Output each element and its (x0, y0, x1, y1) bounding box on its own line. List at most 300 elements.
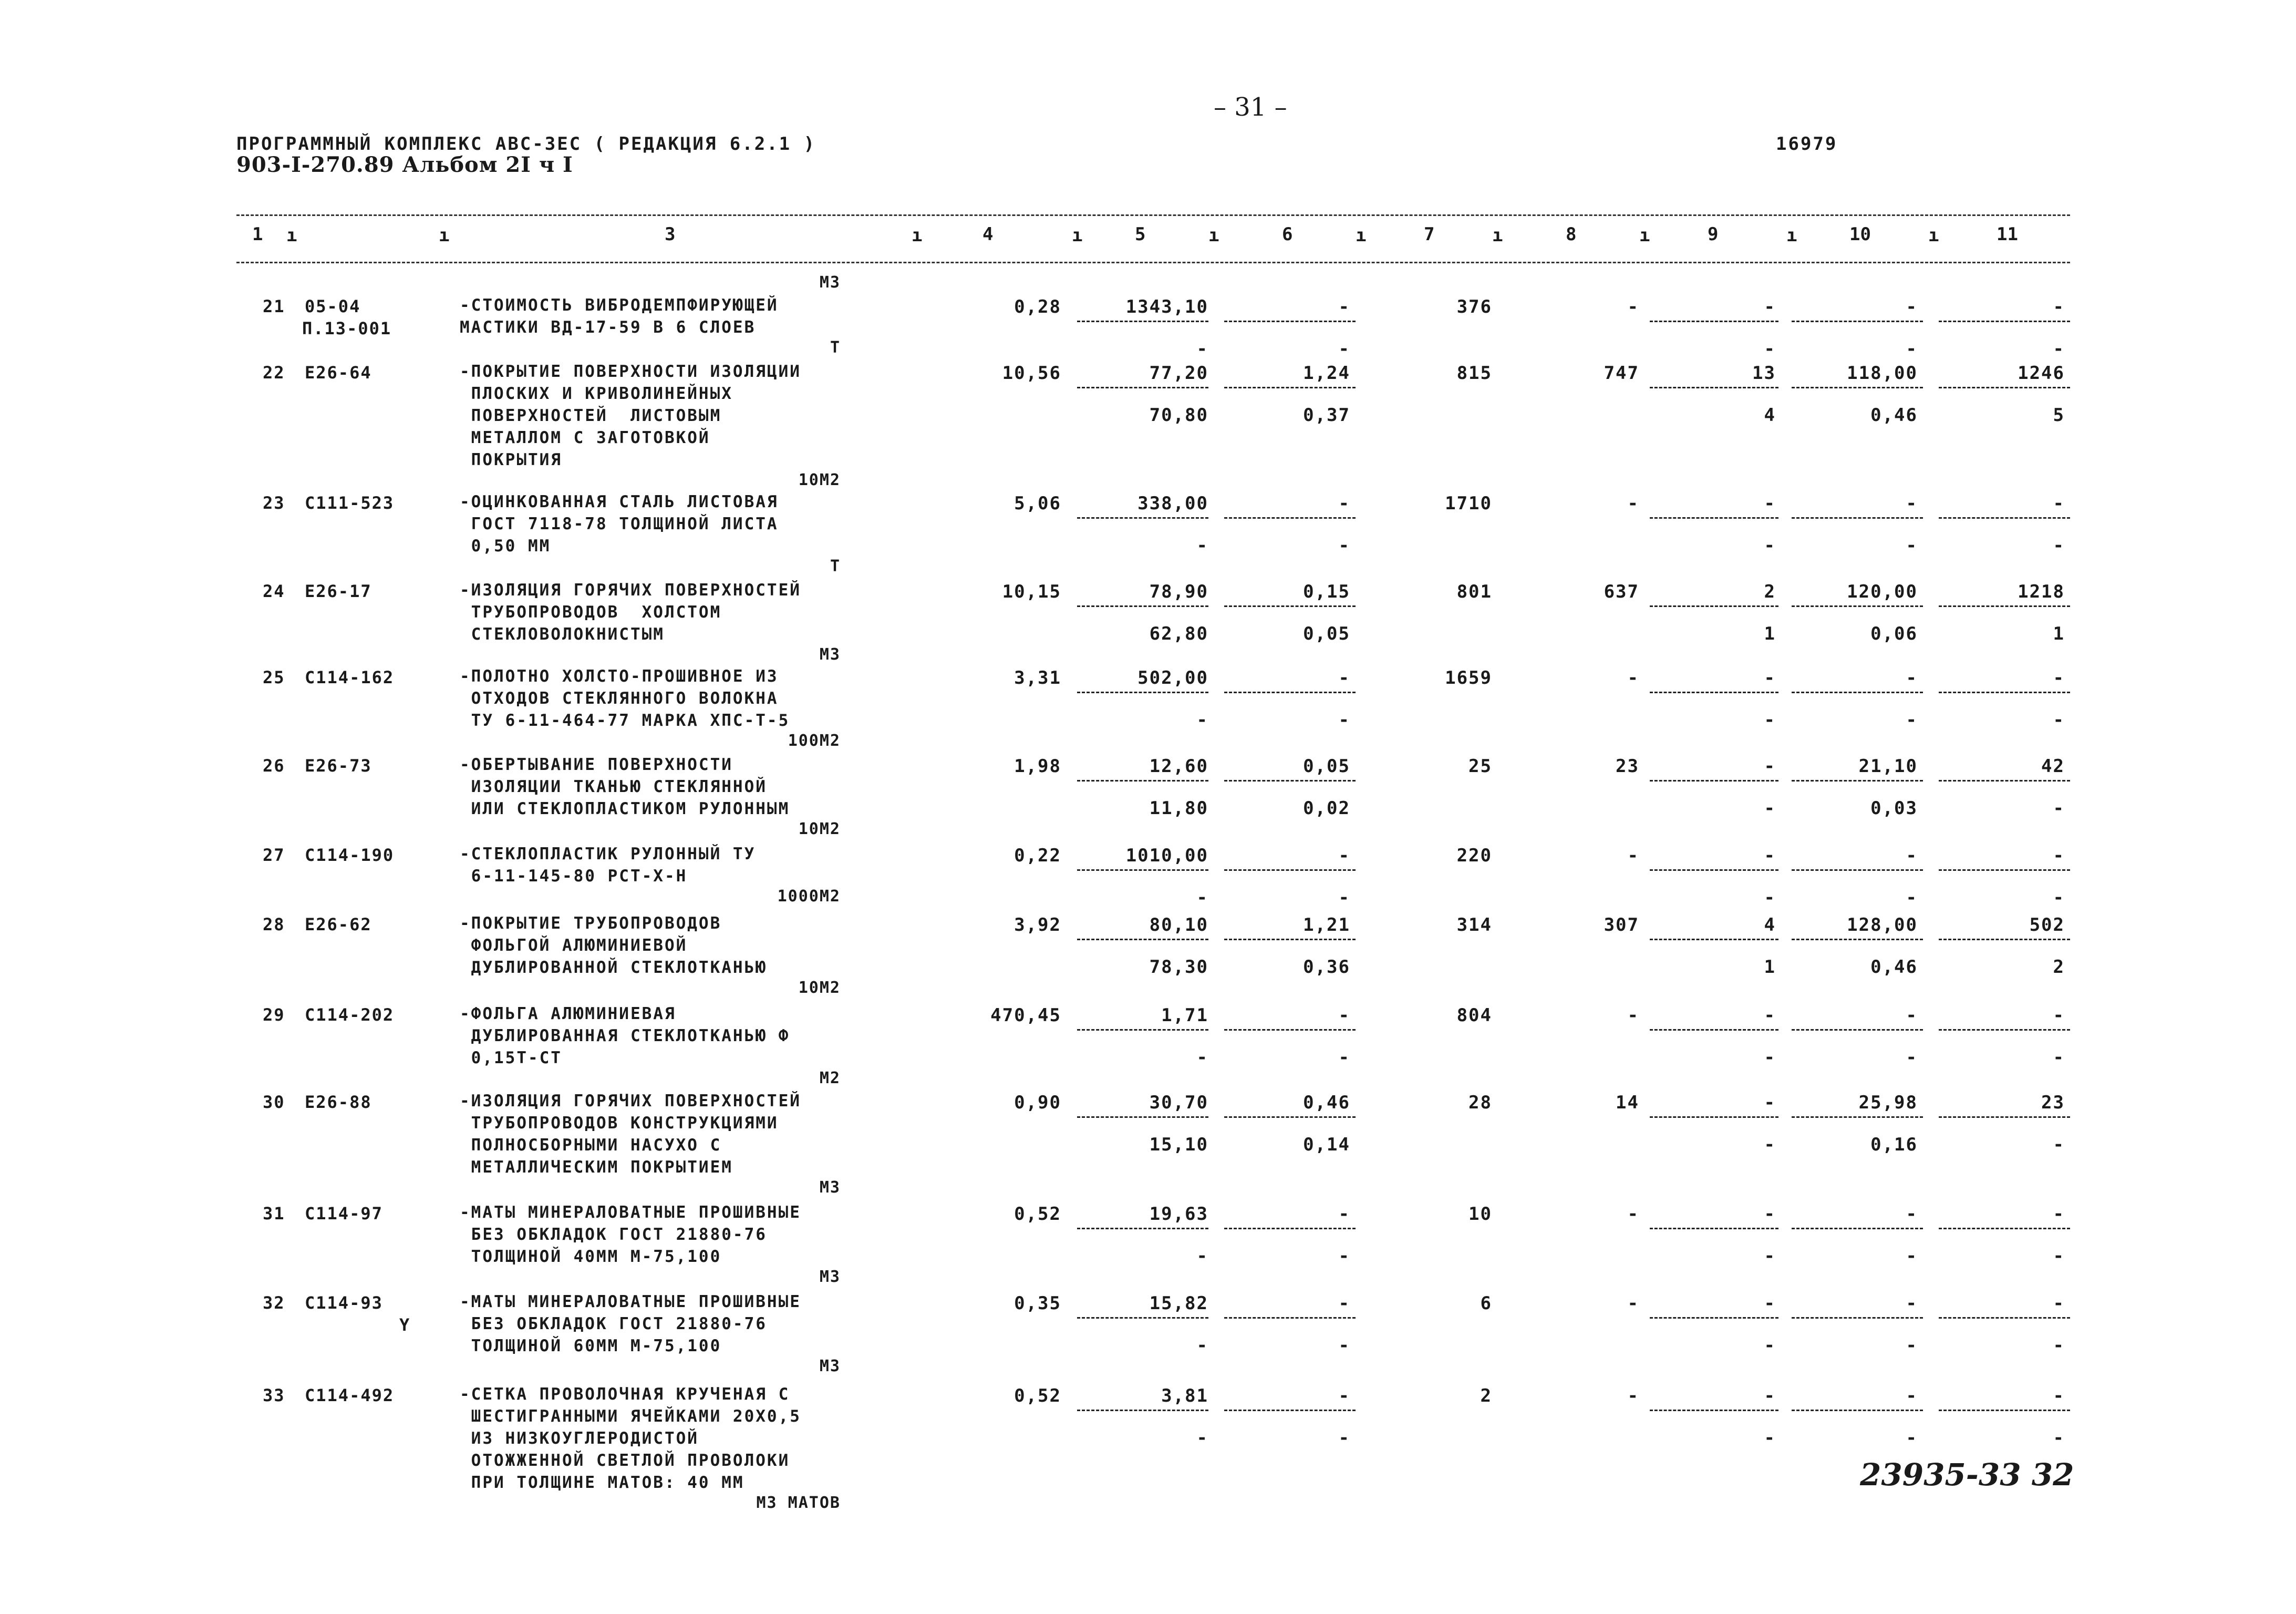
cell-underline (1939, 321, 2070, 322)
cell-c10: - (1906, 845, 1918, 866)
cell-c8: 747 (1604, 363, 1639, 384)
cell-underline (1224, 1410, 1356, 1411)
description-line: ПЛОСКИХ И КРИВОЛИНЕЙНЫХ (460, 384, 733, 403)
cell-c10b: - (1906, 887, 1918, 908)
cell-c6: 0,15 (1303, 581, 1350, 602)
cell-c7: 815 (1456, 363, 1492, 384)
cell-c6: - (1338, 1385, 1350, 1406)
cell-c9: - (1764, 1204, 1776, 1225)
cell-c8: - (1627, 493, 1639, 514)
cell-c10: - (1906, 1293, 1918, 1314)
row-number: 33 (263, 1385, 285, 1405)
cell-underline (1650, 780, 1778, 782)
cell-underline (1224, 692, 1356, 693)
description-line: ОТОЖЖЕННОЙ СВЕТЛОЙ ПРОВОЛОКИ (460, 1451, 790, 1470)
cell-underline (1939, 869, 2070, 871)
cell-c4: 3,92 (1014, 914, 1061, 935)
cell-underline (1650, 1410, 1778, 1411)
cell-underline (1939, 1228, 2070, 1229)
norm-code: С114-190 (305, 845, 395, 865)
row-number: 22 (263, 363, 285, 383)
cell-c9b: - (1764, 338, 1776, 359)
description-line: ПОКРЫТИЯ (460, 450, 562, 469)
column-header-10: 10 (1849, 224, 1871, 245)
cell-underline (1077, 869, 1208, 871)
cell-underline (1650, 939, 1778, 940)
description-line: -ПОКРЫТИЕ ПОВЕРХНОСТИ ИЗОЛЯЦИИ (460, 362, 801, 381)
cell-underline (1650, 692, 1778, 693)
cell-c5: 338,00 (1137, 493, 1208, 514)
description-line: ДУБЛИРОВАННОЙ СТЕКЛОТКАНЬЮ (460, 958, 767, 977)
cell-underline (1077, 939, 1208, 940)
description-line: МЕТАЛЛИЧЕСКИМ ПОКРЫТИЕМ (460, 1158, 733, 1177)
cell-underline (1077, 387, 1208, 388)
norm-code: 05-04 (305, 296, 361, 316)
cell-c9b: - (1764, 1427, 1776, 1448)
cell-underline (1650, 1228, 1778, 1229)
cell-c10: - (1906, 1385, 1918, 1406)
cell-c7: 220 (1456, 845, 1492, 866)
cell-c6b: - (1338, 1246, 1350, 1267)
document-code: 16979 (1776, 133, 1838, 155)
cell-underline (1939, 692, 2070, 693)
cell-c11: - (2053, 1385, 2065, 1406)
cell-c10b: 0,46 (1870, 405, 1918, 426)
cell-c8: - (1627, 845, 1639, 866)
description-line: ТРУБОПРОВОДОВ КОНСТРУКЦИЯМИ (460, 1114, 779, 1133)
cell-c11: - (2053, 1005, 2065, 1026)
cell-c7: 1659 (1445, 667, 1492, 688)
cell-c8: - (1627, 1293, 1639, 1314)
cell-c9b: - (1764, 887, 1776, 908)
cell-c5: 502,00 (1137, 667, 1208, 688)
cell-c6: 0,46 (1303, 1092, 1350, 1113)
cell-c11b: - (2053, 887, 2065, 908)
norm-code: Е26-73 (305, 756, 372, 776)
cell-c9: - (1764, 493, 1776, 514)
cell-c8: 23 (1616, 756, 1639, 777)
cell-c5: 19,63 (1149, 1204, 1208, 1225)
cell-underline (1077, 321, 1208, 322)
cell-underline (1224, 1116, 1356, 1118)
cell-c11b: - (2053, 1047, 2065, 1068)
norm-code: С114-97 (305, 1204, 383, 1224)
cell-c6b: - (1338, 1335, 1350, 1356)
cell-underline (1650, 1029, 1778, 1031)
row-number: 29 (263, 1005, 285, 1025)
cell-c11b: 1 (2053, 623, 2065, 644)
cell-c11b: - (2053, 1134, 2065, 1155)
cell-c5: 3,81 (1161, 1385, 1208, 1406)
cell-c10b: 0,16 (1870, 1134, 1918, 1155)
cell-c8: - (1627, 1385, 1639, 1406)
cell-c9b: - (1764, 798, 1776, 819)
cell-c7: 801 (1456, 581, 1492, 602)
cell-c11: 42 (2041, 756, 2065, 777)
description-line: ШЕСТИГРАННЫМИ ЯЧЕЙКАМИ 20Х0,5 (460, 1407, 801, 1426)
cell-c10b: 0,06 (1870, 623, 1918, 644)
cell-c10: 128,00 (1847, 914, 1918, 935)
column-header-6: 6 (1282, 224, 1293, 245)
cell-c7: 804 (1456, 1005, 1492, 1026)
column-separator: ı (1208, 225, 1219, 246)
description-line: ТОЛЩИНОЙ 40ММ М-75,100 (460, 1247, 722, 1266)
cell-underline (1077, 780, 1208, 782)
description-line: -ИЗОЛЯЦИЯ ГОРЯЧИХ ПОВЕРХНОСТЕЙ (460, 1092, 801, 1111)
cell-underline (1224, 1029, 1356, 1031)
cell-underline (1224, 869, 1356, 871)
cell-underline (1792, 1116, 1923, 1118)
cell-c4: 5,06 (1014, 493, 1061, 514)
cell-c5: 1010,00 (1125, 845, 1208, 866)
cell-underline (1224, 1317, 1356, 1319)
cell-c11: 502 (2029, 914, 2065, 935)
unit-label: М3 МАТОВ (756, 1494, 841, 1512)
cell-underline (1939, 1029, 2070, 1031)
cell-underline (1939, 1410, 2070, 1411)
cell-c5b: - (1196, 535, 1208, 556)
cell-c6: - (1338, 845, 1350, 866)
description-line: -СТОИМОСТЬ ВИБРОДЕМПФИРУЮЩЕЙ (460, 296, 779, 315)
cell-underline (1224, 605, 1356, 607)
description-line: БЕЗ ОБКЛАДОК ГОСТ 21880-76 (460, 1314, 767, 1333)
row-number: 24 (263, 581, 285, 601)
cell-c6b: 0,36 (1303, 957, 1350, 978)
cell-c5b: - (1196, 1427, 1208, 1448)
cell-c9b: - (1764, 1246, 1776, 1267)
cell-underline (1650, 1317, 1778, 1319)
cell-c8: 637 (1604, 581, 1639, 602)
cell-c11b: 2 (2053, 957, 2065, 978)
cell-underline (1650, 869, 1778, 871)
cell-c10: 21,10 (1858, 756, 1918, 777)
cell-underline (1792, 1029, 1923, 1031)
unit-label: М3 (819, 1357, 841, 1375)
cell-c9: - (1764, 296, 1776, 317)
description-line: ПОЛНОСБОРНЫМИ НАСУХО С (460, 1136, 722, 1155)
norm-code: С114-492 (305, 1385, 395, 1405)
cell-underline (1792, 1228, 1923, 1229)
cell-c10b: - (1906, 1427, 1918, 1448)
cell-c9: - (1764, 667, 1776, 688)
cell-c6: - (1338, 667, 1350, 688)
cell-underline (1650, 517, 1778, 519)
cell-c6: 0,05 (1303, 756, 1350, 777)
cell-c6b: 0,02 (1303, 798, 1350, 819)
norm-code: С114-202 (305, 1005, 395, 1025)
cell-c6b: 0,05 (1303, 623, 1350, 644)
cell-c7: 1710 (1445, 493, 1492, 514)
unit-label: М2 (819, 1069, 841, 1087)
column-separator: ı (286, 225, 297, 246)
cell-c9: - (1764, 845, 1776, 866)
cell-underline (1077, 1116, 1208, 1118)
cell-c4: 0,52 (1014, 1204, 1061, 1225)
norm-code: Е26-88 (305, 1092, 372, 1112)
row-number: 21 (263, 296, 285, 316)
cell-c9: 13 (1752, 363, 1776, 384)
cell-c6: - (1338, 296, 1350, 317)
cell-c10: 120,00 (1847, 581, 1918, 602)
cell-underline (1939, 387, 2070, 388)
cell-c6b: - (1338, 710, 1350, 731)
cell-underline (1939, 780, 2070, 782)
cell-c10b: - (1906, 535, 1918, 556)
description-line: -ИЗОЛЯЦИЯ ГОРЯЧИХ ПОВЕРХНОСТЕЙ (460, 581, 801, 600)
cell-c5: 77,20 (1149, 363, 1208, 384)
cell-underline (1650, 605, 1778, 607)
cell-underline (1939, 1116, 2070, 1118)
cell-c8: 14 (1616, 1092, 1639, 1113)
unit-label: 1000М2 (777, 887, 841, 906)
unit-label: М3 (819, 1268, 841, 1286)
cell-c10: - (1906, 667, 1918, 688)
cell-c5b: - (1196, 1335, 1208, 1356)
row-number: 26 (263, 756, 285, 776)
cell-c5: 30,70 (1149, 1092, 1208, 1113)
cell-c6: - (1338, 493, 1350, 514)
cell-c4: 10,56 (1002, 363, 1061, 384)
cell-c10b: - (1906, 1047, 1918, 1068)
cell-c6: - (1338, 1204, 1350, 1225)
cell-c5b: - (1196, 1047, 1208, 1068)
cell-underline (1792, 692, 1923, 693)
cell-c10b: 0,03 (1870, 798, 1918, 819)
cell-c11: - (2053, 1204, 2065, 1225)
row-number: 31 (263, 1204, 285, 1224)
cell-c9: - (1764, 1092, 1776, 1113)
column-separator: ı (1786, 225, 1797, 246)
description-line: МЕТАЛЛОМ С ЗАГОТОВКОЙ (460, 428, 710, 447)
unit-label: Т (830, 338, 841, 357)
cell-c4: 1,98 (1014, 756, 1061, 777)
norm-code: С111-523 (305, 493, 395, 513)
description-line: ИЗ НИЗКОУГЛЕРОДИСТОЙ (460, 1429, 699, 1448)
cell-c4: 0,35 (1014, 1293, 1061, 1314)
cell-c5b: 11,80 (1149, 798, 1208, 819)
description-line: 0,15Т-СТ (460, 1048, 562, 1067)
cell-c6b: - (1338, 535, 1350, 556)
column-header-9: 9 (1708, 224, 1719, 245)
description-line: ДУБЛИРОВАННАЯ СТЕКЛОТКАНЬЮ Ф (460, 1026, 790, 1045)
cell-c6b: - (1338, 887, 1350, 908)
cell-c5b: - (1196, 338, 1208, 359)
unit-label: М3 (819, 645, 841, 664)
norm-code: Е26-62 (305, 914, 372, 934)
cell-c4: 0,52 (1014, 1385, 1061, 1406)
cell-c5: 1,71 (1161, 1005, 1208, 1026)
column-header-3: 3 (665, 224, 676, 245)
cell-c4: 470,45 (990, 1005, 1061, 1026)
cell-c9b: - (1764, 535, 1776, 556)
cell-c11: 23 (2041, 1092, 2065, 1113)
column-header-4: 4 (982, 224, 994, 245)
cell-underline (1224, 939, 1356, 940)
cell-c11b: - (2053, 338, 2065, 359)
unit-label: М3 (819, 273, 841, 292)
row-number: 30 (263, 1092, 285, 1112)
cell-c7: 376 (1456, 296, 1492, 317)
unit-label: 10М2 (798, 471, 841, 489)
handwritten-stamp: 23935-33 32 (1860, 1457, 2074, 1493)
description-line: ТОЛЩИНОЙ 60ММ М-75,100 (460, 1337, 722, 1355)
cell-c5: 78,90 (1149, 581, 1208, 602)
cell-c6: 1,24 (1303, 363, 1350, 384)
cell-c11b: - (2053, 710, 2065, 731)
column-header-8: 8 (1566, 224, 1577, 245)
description-line: -СЕТКА ПРОВОЛОЧНАЯ КРУЧЕНАЯ С (460, 1385, 790, 1404)
cell-c6b: - (1338, 1047, 1350, 1068)
table-top-rule (236, 214, 2070, 216)
unit-label: 10М2 (798, 820, 841, 838)
unit-label: М3 (819, 1178, 841, 1197)
cell-underline (1650, 321, 1778, 322)
cell-underline (1792, 780, 1923, 782)
cell-c9b: 1 (1764, 957, 1776, 978)
description-line: ИЗОЛЯЦИИ ТКАНЬЮ СТЕКЛЯННОЙ (460, 777, 767, 796)
cell-underline (1939, 517, 2070, 519)
cell-c5: 15,82 (1149, 1293, 1208, 1314)
cell-c11b: - (2053, 1246, 2065, 1267)
description-line: ТУ 6-11-464-77 МАРКА ХПС-Т-5 (460, 711, 790, 730)
cell-c9b: 1 (1764, 623, 1776, 644)
column-separator: ı (1928, 225, 1939, 246)
cell-c11: - (2053, 1293, 2065, 1314)
cell-c11: 1246 (2018, 363, 2065, 384)
cell-c4: 3,31 (1014, 667, 1061, 688)
column-header-11: 11 (1997, 224, 2018, 245)
table-header-rule (236, 262, 2070, 263)
row-number: 28 (263, 914, 285, 934)
cell-underline (1650, 1116, 1778, 1118)
cell-underline (1077, 1228, 1208, 1229)
description-line: -СТЕКЛОПЛАСТИК РУЛОННЫЙ ТУ (460, 845, 756, 863)
cell-c10: 25,98 (1858, 1092, 1918, 1113)
column-header-5: 5 (1135, 224, 1146, 245)
cell-underline (1792, 517, 1923, 519)
description-line: ГОСТ 7118-78 ТОЛЩИНОЙ ЛИСТА (460, 515, 779, 533)
norm-code: Е26-17 (305, 581, 372, 601)
cell-c7: 6 (1480, 1293, 1492, 1314)
cell-c9: - (1764, 1293, 1776, 1314)
cell-c9b: - (1764, 1047, 1776, 1068)
column-header-1: 1 (252, 224, 263, 245)
cell-underline (1077, 605, 1208, 607)
cell-c10: - (1906, 1005, 1918, 1026)
cell-c5b: 70,80 (1149, 405, 1208, 426)
cell-c11b: - (2053, 535, 2065, 556)
cell-c8: 307 (1604, 914, 1639, 935)
description-line: -ФОЛЬГА АЛЮМИНИЕВАЯ (460, 1004, 676, 1023)
cell-c7: 28 (1468, 1092, 1492, 1113)
description-line: БЕЗ ОБКЛАДОК ГОСТ 21880-76 (460, 1225, 767, 1244)
cell-c4: 10,15 (1002, 581, 1061, 602)
norm-code-secondary: П.13-001 (302, 318, 392, 338)
norm-code-secondary: Y (399, 1315, 411, 1335)
unit-label: 10М2 (798, 979, 841, 997)
cell-c5b: 15,10 (1149, 1134, 1208, 1155)
cell-c7: 10 (1468, 1204, 1492, 1225)
cell-c4: 0,28 (1014, 296, 1061, 317)
cell-c5b: - (1196, 710, 1208, 731)
cell-underline (1077, 1410, 1208, 1411)
cell-c10b: - (1906, 338, 1918, 359)
cell-c11: - (2053, 296, 2065, 317)
description-line: ТРУБОПРОВОДОВ ХОЛСТОМ (460, 603, 722, 622)
cell-c6b: 0,14 (1303, 1134, 1350, 1155)
cell-c5b: 62,80 (1149, 623, 1208, 644)
cell-c5: 80,10 (1149, 914, 1208, 935)
description-line: ИЛИ СТЕКЛОПЛАСТИКОМ РУЛОННЫМ (460, 799, 790, 818)
cell-c9b: - (1764, 1134, 1776, 1155)
cell-underline (1939, 939, 2070, 940)
cell-underline (1792, 387, 1923, 388)
cell-underline (1077, 692, 1208, 693)
unit-label: 100М2 (788, 732, 841, 750)
column-separator: ı (1639, 225, 1650, 246)
description-line: СТЕКЛОВОЛОКНИСТЫМ (460, 625, 665, 644)
cell-c6: - (1338, 1293, 1350, 1314)
description-line: ПОВЕРХНОСТЕЙ ЛИСТОВЫМ (460, 406, 722, 425)
cell-c5: 12,60 (1149, 756, 1208, 777)
description-line: -ОБЕРТЫВАНИЕ ПОВЕРХНОСТИ (460, 755, 733, 774)
cell-c7: 2 (1480, 1385, 1492, 1406)
cell-c11: - (2053, 845, 2065, 866)
cell-c10: - (1906, 1204, 1918, 1225)
cell-underline (1792, 1410, 1923, 1411)
cell-c10b: - (1906, 710, 1918, 731)
cell-c4: 0,22 (1014, 845, 1061, 866)
cell-c5b: - (1196, 887, 1208, 908)
cell-underline (1792, 321, 1923, 322)
cell-c7: 25 (1468, 756, 1492, 777)
cell-underline (1650, 387, 1778, 388)
column-separator: ı (912, 225, 923, 246)
cell-c10: - (1906, 296, 1918, 317)
cell-c5: 1343,10 (1125, 296, 1208, 317)
cell-c6: 1,21 (1303, 914, 1350, 935)
cell-c11b: 5 (2053, 405, 2065, 426)
norm-code: С114-162 (305, 667, 395, 687)
cell-underline (1077, 1317, 1208, 1319)
cell-underline (1224, 1228, 1356, 1229)
cell-c7: 314 (1456, 914, 1492, 935)
cell-c11: 1218 (2018, 581, 2065, 602)
norm-code: С114-93 (305, 1293, 383, 1313)
cell-c9: - (1764, 1005, 1776, 1026)
cell-c6b: 0,37 (1303, 405, 1350, 426)
description-line: -МАТЫ МИНЕРАЛОВАТНЫЕ ПРОШИВНЫЕ (460, 1292, 801, 1311)
cell-c4: 0,90 (1014, 1092, 1061, 1113)
cell-c10: 118,00 (1847, 363, 1918, 384)
cell-c10b: - (1906, 1335, 1918, 1356)
cell-c8: - (1627, 1204, 1639, 1225)
cell-underline (1224, 517, 1356, 519)
cell-underline (1939, 1317, 2070, 1319)
cell-c11b: - (2053, 1427, 2065, 1448)
album-reference: 903-I-270.89 Альбом 2I ч I (236, 152, 573, 177)
cell-c10: - (1906, 493, 1918, 514)
page-number: – 31 – (1214, 92, 1287, 122)
column-separator: ı (1356, 225, 1367, 246)
cell-c8: - (1627, 667, 1639, 688)
cell-c6b: - (1338, 338, 1350, 359)
unit-label: Т (830, 557, 841, 575)
description-line: МАСТИКИ ВД-17-59 В 6 СЛОЕВ (460, 318, 756, 337)
cell-c5b: 78,30 (1149, 957, 1208, 978)
norm-code: Е26-64 (305, 363, 372, 383)
column-separator: ı (1492, 225, 1503, 246)
